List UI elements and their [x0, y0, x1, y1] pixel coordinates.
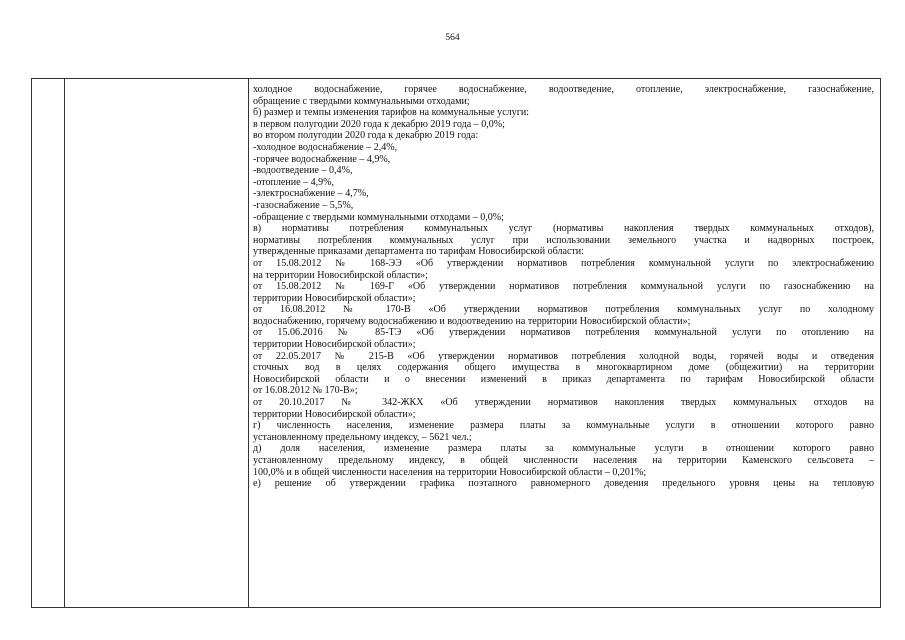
text-line: на территории Новосибирской области»;: [253, 269, 428, 281]
text-line: во втором полугодии 2020 года к декабрю 2019 года:: [253, 130, 479, 142]
row-number-cell: [32, 79, 65, 608]
text-line: обращение с твердыми коммунальными отходами;: [253, 95, 470, 107]
text-line: е) решение об утверждении графика поэтапного равномерного доведения предельного уровня цены на тепловую: [253, 478, 874, 490]
text-line: -водоотведение – 0,4%,: [253, 165, 353, 177]
text-line: от 20.10.2017 № 342-ЖКХ «Об утверждении нормативов накопления твердых коммунальных отходов на: [253, 397, 874, 409]
text-line: б) размер и темпы изменения тарифов на коммунальные услуги:: [253, 107, 529, 119]
text-line: нормативы потребления коммунальных услуг при использовании земельного участка и надворных построек,: [253, 234, 874, 246]
description-cell: [249, 79, 881, 608]
text-line: территории Новосибирской области»;: [253, 339, 416, 351]
page-number: 564: [445, 33, 460, 43]
text-line: -отопление – 4,9%,: [253, 176, 335, 188]
text-line: 100,0% и в общей численности населения на территории Новосибирской области – 0,201%;: [253, 466, 647, 478]
text-line: Новосибирской области и о внесении изменений в приказ департамента по тарифам Новосибирской области: [253, 373, 874, 385]
text-line: -газоснабжение – 5,5%,: [253, 199, 354, 211]
text-line: водоснабжению, горячему водоснабжению и водоотведению на территории Новосибирской области»;: [253, 315, 691, 327]
text-line: от 22.05.2017 № 215-В «Об утверждении нормативов потребления холодной воды, горячей воды и отведения: [253, 350, 874, 362]
text-line: от 15.08.2012 № 169-Г «Об утверждении нормативов потребления коммунальной услуги по газоснабжению на: [253, 281, 874, 293]
text-line: холодное водоснабжение, горячее водоснабжение, водоотведение, отопление, электроснабжение, газоснабжение,: [253, 84, 874, 95]
document-table: [31, 78, 881, 608]
municipality-cell: [65, 79, 249, 608]
text-line: от 15.08.2012 № 168-ЭЭ «Об утверждении нормативов потребления коммунальной услуги по электроснабжению: [253, 257, 874, 269]
text-line: -электроснабжение – 4,7%,: [253, 188, 369, 200]
text-line: сточных вод в целях содержания общего имущества в многоквартирном доме (общежитии) на территории: [253, 362, 874, 374]
text-line: в) нормативы потребления коммунальных услуг (нормативы накопления твердых коммунальных отходов),: [253, 223, 874, 235]
text-line: д) доля населения, изменение размера платы за коммунальные услуги в отношении которого равно: [253, 443, 874, 455]
text-line: -горячее водоснабжение – 4,9%,: [253, 153, 391, 165]
text-line: установленному предельному индексу, в общей численности населения на территории Каменского сельсовета –: [253, 455, 874, 466]
text-line: установленному предельному индексу, – 5621 чел.;: [253, 431, 472, 443]
text-line: территории Новосибирской области»;: [253, 408, 416, 420]
text-line: -обращение с твердыми коммунальными отходами – 0,0%;: [253, 211, 504, 223]
text-line: -холодное водоснабжение – 2,4%,: [253, 141, 398, 153]
text-line: г) численность населения, изменение размера платы за коммунальные услуги в отношении которого равно: [253, 420, 874, 432]
text-line: от 15.06.2016 № 85-ТЭ «Об утверждении нормативов потребления коммунальной услуги по отоплению на: [253, 327, 874, 339]
text-line: от 16.08.2012 № 170-В «Об утверждении нормативов потребления коммунальных услуг по холодному: [253, 304, 874, 316]
table-row: [32, 79, 881, 608]
description-text: [249, 79, 880, 607]
text-line: от 16.08.2012 № 170-В»;: [253, 385, 358, 397]
text-line: утвержденные приказами департамента по тарифам Новосибирской области:: [253, 246, 584, 258]
text-line: в первом полугодии 2020 года к декабрю 2019 года – 0,0%;: [253, 118, 505, 130]
text-line: территории Новосибирской области»;: [253, 292, 416, 304]
